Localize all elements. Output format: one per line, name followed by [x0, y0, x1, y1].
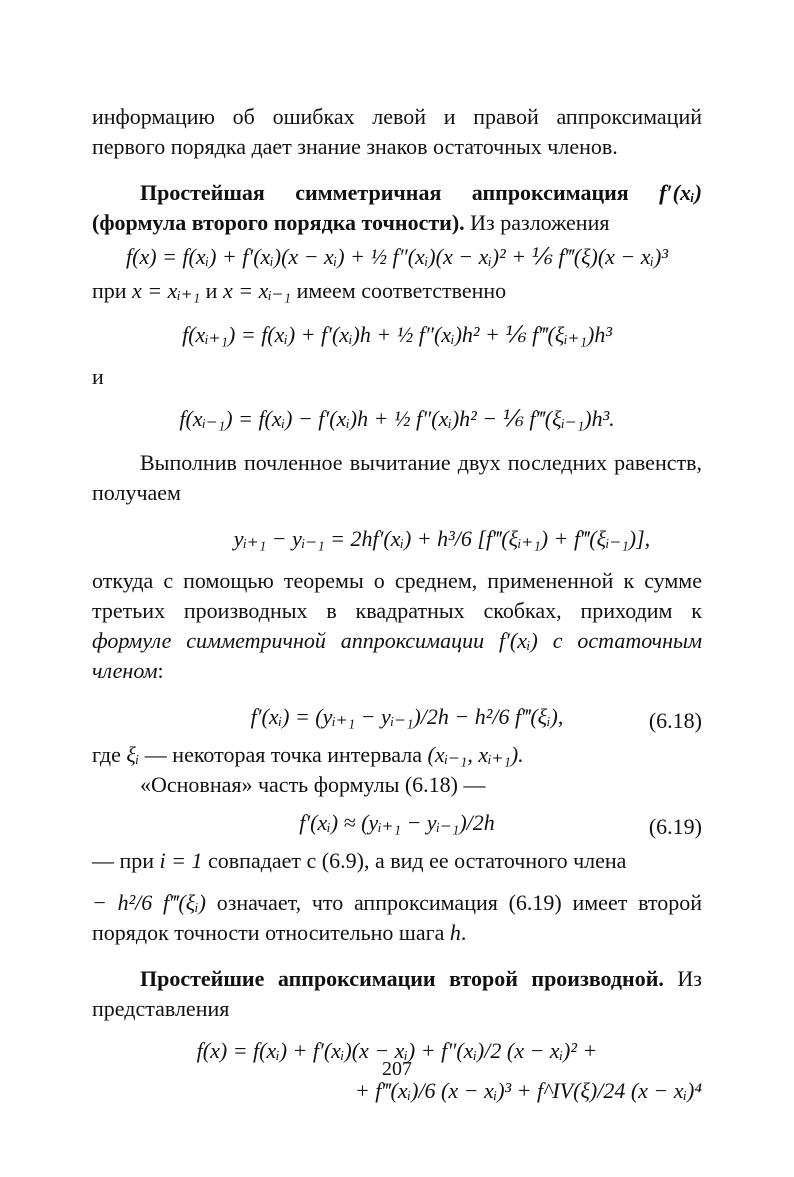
- means-step: h: [449, 920, 461, 945]
- equation-second-line-2-text: + f‴(xᵢ)/6 (x − xᵢ)³ + f^IV(ξ)/24 (x − xᵢ)⁴: [354, 1078, 702, 1103]
- page-number: 207: [382, 1058, 412, 1080]
- mean-paragraph-italic: формуле симметричной аппроксимации f′(xᵢ) с остаточным членом: [92, 628, 702, 683]
- at-x-post: имеем соответственно: [296, 278, 507, 303]
- and-word: и: [92, 364, 104, 389]
- means-paragraph: [92, 888, 702, 948]
- at-x-paragraph: [92, 276, 702, 306]
- equation-second-line-1-text: f(x) = f(xᵢ) + f′(xᵢ)(x − xᵢ) + f″(xᵢ)/2 (x − xᵢ)² +: [196, 1038, 598, 1063]
- equation-plus-text: f(xᵢ₊₁) = f(xᵢ) + f′(xᵢ)h + ½ f″(xᵢ)h² + ⅙ f‴(ξᵢ₊₁)h³: [182, 322, 612, 347]
- main-part-paragraph: «Основная» часть формулы (6.18) —: [140, 772, 486, 797]
- means-end: .: [460, 920, 467, 945]
- at-x-condition-2: x = xᵢ₋₁: [222, 278, 292, 303]
- means-expression: − h²/6 f‴(ξᵢ): [92, 890, 206, 915]
- subtract-paragraph: Выполнив почленное вычитание двух последних равенств, получаем: [92, 450, 702, 505]
- coincide-index: i = 1: [159, 848, 203, 873]
- equation-taylor-text: f(x) = f(xᵢ) + f′(xᵢ)(x − xᵢ) + ½ f″(xᵢ)(x − xᵢ)² + ⅙ f‴(ξ)(x − xᵢ)³: [126, 244, 668, 269]
- equation-minus-text: f(xᵢ₋₁) = f(xᵢ) − f′(xᵢ)h + ½ f″(xᵢ)h² − ⅙ f‴(ξᵢ₋₁)h³.: [179, 406, 615, 431]
- section1-heading-rest: (формула второго порядка точности).: [92, 210, 465, 235]
- means-text: означает, что аппроксимация (6.19) имеет второй порядок точности относительно шага: [92, 890, 702, 945]
- mean-paragraph-end: :: [157, 658, 164, 683]
- equation-618-text: f′(xᵢ) = (yᵢ₊₁ − yᵢ₋₁)/2h − h²/6 f‴(ξᵢ),: [250, 704, 564, 729]
- equation-minus: [92, 392, 702, 448]
- equation-difference: [92, 508, 702, 566]
- at-x-pre: при: [92, 278, 127, 303]
- page-body: [92, 102, 702, 1110]
- where-pre: где: [92, 742, 121, 767]
- equation-difference-text: yᵢ₊₁ − yᵢ₋₁ = 2hf′(xᵢ) + h³/6 [f‴(ξᵢ₊₁) + f‴(ξᵢ₋₁)],: [233, 526, 651, 551]
- section1-lead: Из разложения: [470, 210, 610, 235]
- where-xi: ξᵢ: [126, 742, 140, 767]
- section2-heading: Простейшие аппроксимации второй производной.: [140, 966, 664, 991]
- equation-619-text: f′(xᵢ) ≈ (yᵢ₊₁ − yᵢ₋₁)/2h: [299, 810, 495, 835]
- where-text: — некоторая точка интервала: [144, 742, 422, 767]
- section2-lead: Из представления: [92, 966, 702, 1021]
- section1-paragraph: [92, 178, 702, 238]
- section2-paragraph: [92, 964, 702, 1024]
- coincide-text: совпадает с (6.9), а вид ее остаточного члена: [208, 848, 627, 873]
- coincide-paragraph: [92, 846, 702, 876]
- at-x-condition-1: x = xᵢ₊₁: [132, 278, 201, 303]
- coincide-pre: — при: [92, 848, 155, 873]
- section1-heading-formula: f′(xᵢ): [659, 180, 703, 205]
- equation-618: [92, 686, 702, 740]
- equation-619: [92, 800, 702, 846]
- equation-plus: [92, 306, 702, 362]
- mean-paragraph-text: откуда с помощью теоремы о среднем, примененной к сумме третьих производных в квадратных скобках, приходим к: [92, 568, 702, 623]
- mean-paragraph: [92, 566, 702, 686]
- equation-619-number: (6.19): [648, 814, 702, 839]
- where-interval: (xᵢ₋₁, xᵢ₊₁).: [427, 742, 524, 767]
- equation-618-number: (6.18): [648, 708, 702, 733]
- equation-taylor: [92, 238, 702, 276]
- section1-heading: Простейшая симметричная аппроксимация: [140, 180, 629, 205]
- at-x-and: и: [205, 278, 218, 303]
- where-paragraph: [92, 740, 702, 770]
- intro-paragraph: информацию об ошибках левой и правой аппроксимаций первого порядка дает знание знаков остаточных членов.: [92, 104, 702, 159]
